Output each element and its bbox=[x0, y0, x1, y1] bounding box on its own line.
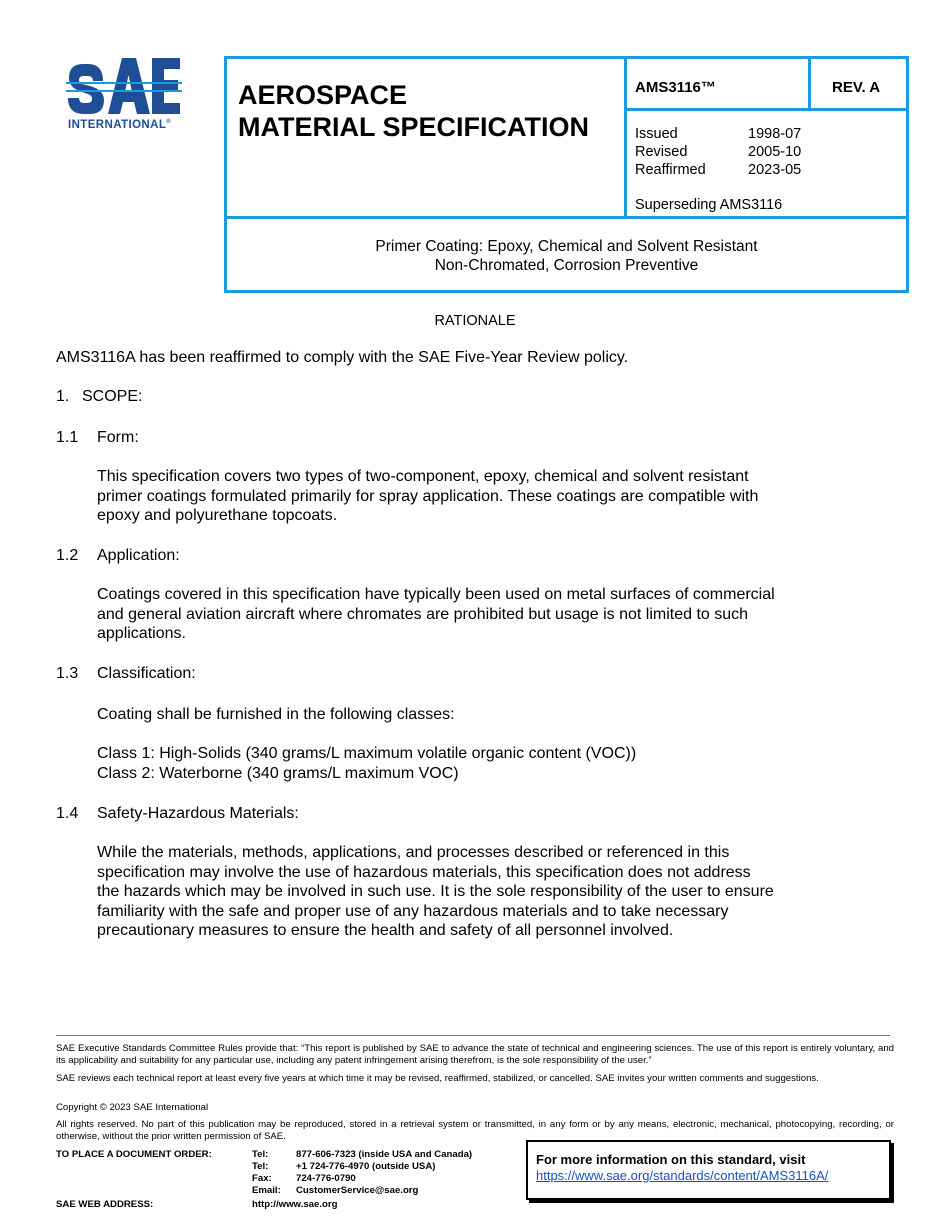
more-info-title: For more information on this standard, visit bbox=[536, 1152, 806, 1167]
title-line: MATERIAL SPECIFICATION bbox=[238, 112, 589, 142]
subtitle-line: Primer Coating: Epoxy, Chemical and Solvent Resistant bbox=[375, 238, 758, 255]
date-value: 1998-07 bbox=[748, 126, 802, 142]
order-label: TO PLACE A DOCUMENT ORDER: bbox=[56, 1149, 212, 1160]
contact-row bbox=[252, 1149, 512, 1161]
more-info-box bbox=[526, 1140, 891, 1200]
paragraph-line: This specification covers two types of two-component, epoxy, chemical and solvent resistant bbox=[97, 468, 749, 485]
class-item: Class 1: High-Solids (340 grams/L maximum volatile organic content (VOC)) bbox=[97, 745, 637, 762]
paragraph-application bbox=[97, 585, 837, 644]
more-info-link[interactable]: https://www.sae.org/standards/content/AMS3116A/ bbox=[536, 1168, 829, 1183]
order-contacts bbox=[252, 1149, 512, 1197]
rationale-text: AMS3116A has been reaffirmed to comply with the SAE Five-Year Review policy. bbox=[56, 349, 629, 366]
subtitle-line: Non-Chromated, Corrosion Preventive bbox=[434, 257, 699, 274]
section-number: 1.4 bbox=[56, 805, 79, 822]
section-number: 1.1 bbox=[56, 429, 79, 446]
paragraph-line: precautionary measures to ensure the health and safety of all personnel involved. bbox=[97, 922, 674, 939]
paragraph-line: primer coatings formulated primarily for spray application. These coatings are compatible with bbox=[97, 487, 759, 505]
contact-label: Tel: bbox=[252, 1161, 269, 1172]
paragraph-line: While the materials, methods, applications, and processes described or referenced in this bbox=[97, 844, 730, 861]
paragraph-line: and general aviation aircraft where chromates are prohibited but usage is not limited to such bbox=[97, 605, 749, 623]
section-number: 1. bbox=[56, 388, 70, 405]
document-subtitle bbox=[227, 237, 906, 275]
date-row-reaffirmed bbox=[635, 161, 895, 179]
paragraph-line: the hazards which may be involved in such use. It is the sole responsibility of the user to ensure bbox=[97, 883, 774, 900]
sae-logo bbox=[66, 56, 196, 136]
date-row-revised bbox=[635, 143, 895, 161]
contact-value: 724-776-0790 bbox=[296, 1173, 356, 1184]
web-address-link[interactable]: http://www.sae.org bbox=[252, 1199, 338, 1210]
footer-copyright: Copyright © 2023 SAE International bbox=[56, 1102, 209, 1113]
footer-review-note: SAE reviews each technical report at least every five years at which time it may be revised, reaffirmed, stabilized, or cancelled. SAE invites your written comments and suggestions. bbox=[56, 1073, 819, 1084]
paragraph-form bbox=[97, 467, 837, 526]
contact-row bbox=[252, 1185, 512, 1197]
section-heading-application: Application: bbox=[97, 547, 180, 564]
section-number: 1.2 bbox=[56, 547, 79, 564]
paragraph-line: specification may involve the use of hazardous materials, this specification does not address bbox=[97, 863, 751, 881]
date-value: 2023-05 bbox=[748, 162, 802, 178]
divider bbox=[227, 216, 906, 219]
divider bbox=[624, 108, 909, 111]
date-label: Reaffirmed bbox=[635, 162, 706, 178]
date-table bbox=[635, 125, 895, 179]
revision-label: REV. A bbox=[832, 79, 881, 96]
logo-international-text: INTERNATIONAL® bbox=[68, 119, 172, 131]
paragraph-line: applications. bbox=[97, 625, 186, 642]
paragraph-classification bbox=[97, 705, 837, 725]
section-heading-safety: Safety-Hazardous Materials: bbox=[97, 805, 299, 822]
footer-rules-note: SAE Executive Standards Committee Rules provide that: “This report is published by SAE to advance the state of technical and engineering sciences. The use of this report is entirely voluntary, and its applicability and suitability for any particular use, including any patent infringement arising therefrom, is the sole responsibility of the user.” bbox=[56, 1043, 894, 1066]
web-address-label: SAE WEB ADDRESS: bbox=[56, 1199, 154, 1210]
contact-value: 877-606-7323 (inside USA and Canada) bbox=[296, 1149, 473, 1160]
paragraph-line: Coating shall be furnished in the following classes: bbox=[97, 706, 455, 723]
section-heading-classification: Classification: bbox=[97, 665, 196, 682]
divider bbox=[624, 59, 627, 219]
section-number: 1.3 bbox=[56, 665, 79, 682]
class-item: Class 2: Waterborne (340 grams/L maximum VOC) bbox=[97, 764, 459, 782]
date-value: 2005-10 bbox=[748, 144, 802, 160]
date-row-issued bbox=[635, 125, 895, 143]
paragraph-line: familiarity with the safe and proper use of any hazardous materials and to take necessary bbox=[97, 902, 729, 920]
superseding-note: Superseding AMS3116 bbox=[635, 197, 783, 213]
date-label: Revised bbox=[635, 144, 688, 160]
divider bbox=[808, 59, 811, 111]
section-heading-scope: SCOPE: bbox=[82, 388, 143, 405]
contact-label: Tel: bbox=[252, 1149, 269, 1160]
document-number: AMS3116™ bbox=[635, 79, 716, 96]
paragraph-safety bbox=[97, 843, 837, 941]
title-line: AEROSPACE bbox=[238, 80, 408, 110]
paragraph-line: epoxy and polyurethane topcoats. bbox=[97, 507, 338, 524]
contact-row bbox=[252, 1173, 512, 1185]
header-box bbox=[224, 56, 909, 293]
footer-rights: All rights reserved. No part of this publication may be reproduced, stored in a retrieval system or transmitted, in any form or by any means, electronic, mechanical, photocopying, recording, or otherwise, without the prior written permission of SAE. bbox=[56, 1119, 894, 1142]
contact-row bbox=[252, 1161, 512, 1173]
contact-label: Email: bbox=[252, 1185, 281, 1196]
contact-value: +1 724-776-4970 (outside USA) bbox=[296, 1161, 436, 1172]
rationale-heading: RATIONALE bbox=[434, 313, 516, 329]
date-label: Issued bbox=[635, 126, 678, 142]
document-title bbox=[238, 79, 589, 143]
class-list bbox=[97, 744, 837, 783]
contact-value[interactable]: CustomerService@sae.org bbox=[296, 1185, 419, 1196]
section-heading-form: Form: bbox=[97, 429, 139, 446]
sae-logo-mark bbox=[66, 56, 182, 116]
footer-divider bbox=[56, 1035, 890, 1036]
contact-label: Fax: bbox=[252, 1173, 272, 1184]
paragraph-line: Coatings covered in this specification have typically been used on metal surfaces of commercial bbox=[97, 586, 775, 603]
